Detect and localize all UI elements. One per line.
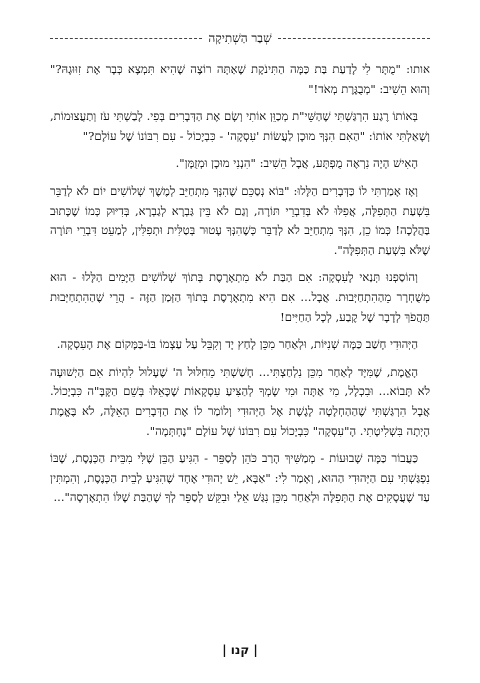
running-header bbox=[50, 30, 430, 46]
paragraph: אותו: "מֻתָּר לִי לָדַעַת בַּת כַּמָּה הַתִּינֹקֶת שֶׁאַתָּה רוֹצֶה שֶׁהִיא תִּמְצָא כְּבָר אֶת זִוּוּגָהּ?" וְהוּא הֵשִׁיב: "מְבֻגֶּרֶת מְאֹד!" bbox=[50, 62, 430, 96]
paragraph: כַּעֲבוֹר כַּמָּה שָׁבוּעוֹת - מְמַשִּׁיךְ הָרַב כֹּהֵן לְסַפֵּר - הִגִּיעַ הַבֵּן שֶׁלִּי מִבֵּית הַכְּנֶסֶת, שֶׁבּוֹ נִפְגַּשְׁתִּי עִם הַיְּהוּדִי הַהוּא, וְאָמַר לִי: "אַבָּא, יֵשׁ יְהוּדִי אֶחָד שֶׁהִגִּיעַ לְבֵית הַכְּנֶסֶת, וְהִמְתִּין עַד שֶׁעֲסָקִים אֶת הַתְּפִלָּה וּלְאַחַר מִכֵּן נִגַּשׁ אֵלַי וּבִקֵּשׁ לְסַפֵּר לְךָ שֶׁהַבַּת שֶׁלּוֹ הִתְאָרְסָה"... bbox=[50, 451, 430, 505]
paragraph: וְאָז אָמַרְתִּי לוֹ כַּדְּבָרִים הַלָּלוּ: "בּוֹא נְסַכֵּם שֶׁהִנְּךָ מִתְחַיֵּב לְמֶשֶׁךְ שְׁלוֹשִׁים יוֹם לֹא לְדַבֵּר בִּשְׁעַת הַתְּפִלָּה, אֲפִלּוּ לֹא בְּדִבְרֵי תּוֹרָה, וְגַם לֹא בֵּין גַּבְרָא לְגַבְרָא, בְּדִיּוּק כְּמוֹ שֶׁכָּתוּב בַּהֲלָכָה! כְּמוֹ כֵן, הִנְּךָ מִתְחַיֵּב לֹא לְדַבֵּר כְּשֶׁהִנְּךָ עָטוּר בְּטַלִּית וּתְפִלִּין, לְמַעֵט דִּבְרֵי תּוֹרָה שֶׁלֹּא בִּשְׁעַת הַתְּפִלָּה". bbox=[50, 183, 430, 257]
paragraph: הָאִישׁ הָיָה נִרְאֶה מֻפְתָּע, אֲבָל הֵשִׁיב: "הִנְנִי מוּכָן וּמְזֻמָּן". bbox=[175, 156, 418, 171]
header-title: שְׁבַר הַשְׁתִיקָה bbox=[208, 30, 272, 45]
header-rule-right bbox=[278, 38, 430, 39]
paragraph: בְּאוֹתוֹ רֶגַע הִרְגַּשְׁתִּי שֶׁהַשֵּׁי"ת מְכַוֵּן אוֹתִי וְשָׂם אֶת הַדְּבָרִים בְּפִי. לָבַשְׁתִּי עֹז וְתַעֲצוּמוֹת, וְשָׁאַלְתִּי אוֹתוֹ: "הַאִם הִנְּךָ מוּכָן לַעֲשׂוֹת 'עִסְקָה' - כִּבְיָכוֹל - עִם רִבּוֹנוֹ שֶׁל עוֹלָם?" bbox=[50, 109, 430, 143]
header-rule-left bbox=[50, 38, 202, 39]
body-text bbox=[50, 60, 430, 508]
page-number: | קנו | bbox=[222, 643, 258, 657]
paragraph: הַיְּהוּדִי חָשַׁב כַּמָּה שְׁנִיּוֹת, וּלְאַחַר מִכֵּן לָחַץ יָד וְקִבֵּל עַל עַצְמוֹ בּוֹ-בַּמָּקוֹם אֶת הָעִסְקָה. bbox=[56, 337, 418, 352]
paragraph: וְהוֹסַפְנוּ תְּנַאי לָעִסְקָה: אִם הַבַּת לֹא מִתְאָרֶסֶת בְּתוֹךְ שְׁלוֹשִׁים הַיָּמִים הַלָּלוּ - הוּא מְשֻׁחְרָר מֵהַהִתְחַיְּבוּת. אֲבָל... אִם הִיא מִתְאָרֶסֶת בְּתוֹךְ הַזְּמַן הַזֶּה - הֲרֵי שֶׁהַהִתְחַיְּבוּת תַּהֲפֹךְ לְדָבָר שֶׁל קֶבַע, לְכָל הַחַיִּים! bbox=[50, 270, 430, 324]
paragraph: הָאֱמֶת, שֶׁמִּיָּד לְאַחַר מִכֵּן נִלְחַצְתִּי... חָשַׁשְׁתִּי מֵחִלּוּל ה' שֶׁעָלוּל לִהְיוֹת אִם הַיְשׁוּעָה לֹא תָּבוֹא... וּבִכְלָל, מִי אַתָּה וּמִי שָׂמְךָ לְהַצִּיעַ עִסְקָאוֹת שֶׁכָּאֵלּוּ בְּשֵׁם הַקָּבָּ"ה כִּבְיָכוֹל. אֲבָל הִרְגַּשְׁתִּי שֶׁהַהַחְלָטָה לָגֶשֶׁת אֶל הַיְּהוּדִי וְלוֹמַר לוֹ אֶת הַדְּבָרִים הָאֵלֶּה, לֹא בֶּאֱמֶת הָיְתָה בִּשְׁלִיטָתִי. הָ"עִסְקָה" כִּבְיָכוֹל עִם רִבּוֹנוֹ שֶׁל עוֹלָם "נֶחְתְּמָה". bbox=[50, 364, 430, 438]
